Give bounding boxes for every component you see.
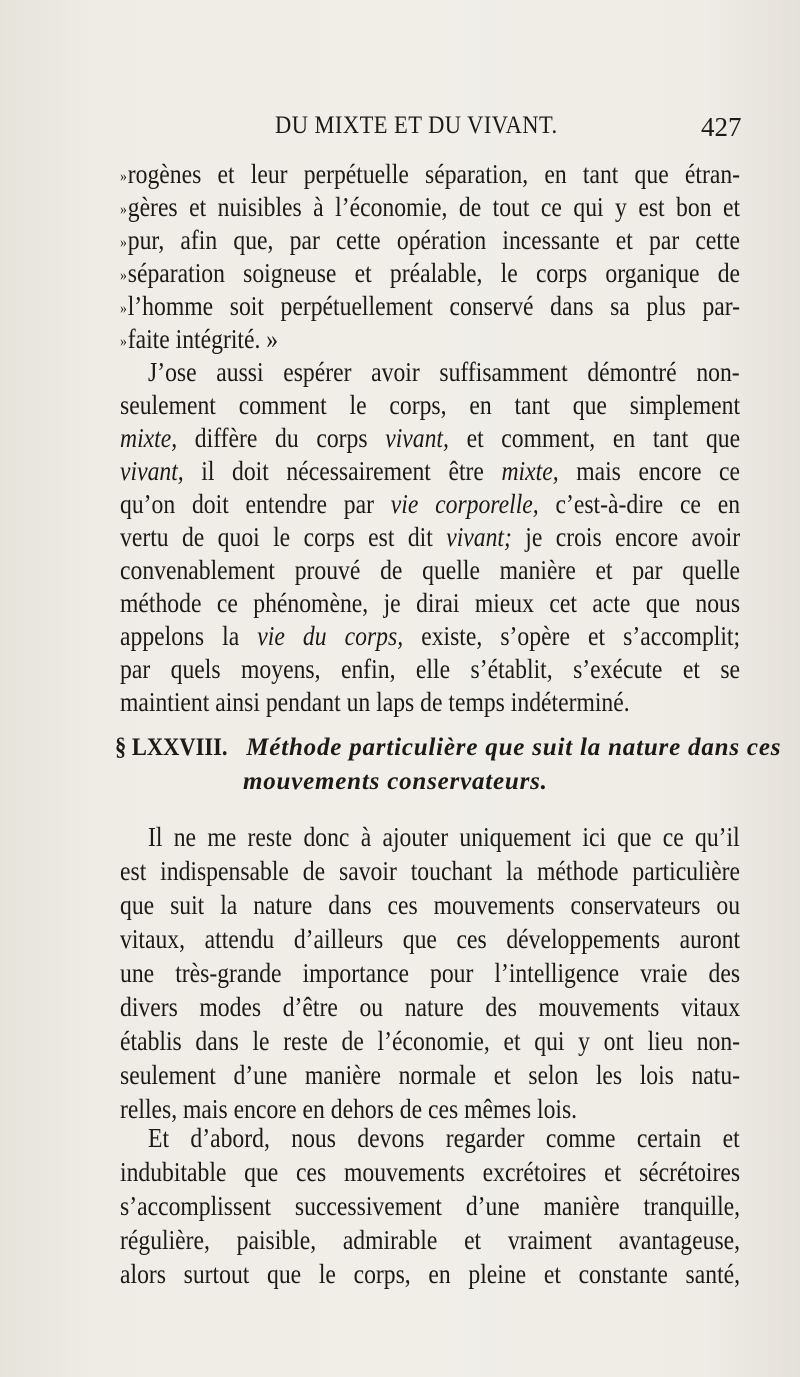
- paragraph-line: relles, mais encore en dehors de ces mêmes lois.: [120, 1093, 578, 1124]
- paragraph-line: méthode ce phénomène, je dirai mieux cet acte que nous: [120, 587, 741, 618]
- quote-line: »rogènes et leur perpétuelle séparation, en tant que étran-: [120, 158, 741, 189]
- paragraph-line: convenablement prouvé de quelle manière et par quelle: [120, 554, 741, 585]
- quote-line: »séparation soigneuse et préalable, le corps organique de: [120, 257, 741, 288]
- paragraph-line: J’ose aussi espérer avoir suffisamment démontré non-: [148, 356, 740, 387]
- quote-line: »gères et nuisibles à l’économie, de tout ce qui y est bon et: [120, 191, 741, 222]
- quote-line: »faite intégrité. »: [120, 323, 279, 354]
- paragraph-line: divers modes d’être ou nature des mouvements vitaux: [120, 991, 741, 1022]
- paragraph-line: Et d’abord, nous devons regarder comme certain et: [148, 1122, 740, 1153]
- paragraph-line: indubitable que ces mouvements excrétoires et sécrétoires: [120, 1156, 741, 1187]
- page-header: [0, 112, 800, 148]
- section-title: Méthode particulière que suit la nature dans ces: [246, 734, 782, 761]
- paragraph-line: seulement comment le corps, en tant que simplement: [120, 389, 741, 420]
- paragraph-line: vertu de quoi le corps est dit vivant; je crois encore avoir: [120, 521, 741, 552]
- paragraph-line: Il ne me reste donc à ajouter uniquement ici que ce qu’il: [148, 821, 740, 852]
- paragraph-line: maintient ainsi pendant un laps de temps indéterminé.: [120, 686, 630, 717]
- paragraph-line: est indispensable de savoir touchant la méthode particulière: [120, 855, 741, 886]
- paragraph-line: appelons la vie du corps, existe, s’opère et s’accomplit;: [120, 620, 741, 651]
- section-number: § LXXVIII.: [115, 734, 228, 761]
- paragraph-line: par quels moyens, enfin, elle s’établit, s’exécute et se: [120, 653, 741, 684]
- paragraph-line: qu’on doit entendre par vie corporelle, c’est-à-dire ce en: [120, 488, 741, 519]
- paragraph-line: une très-grande importance pour l’intelligence vraie des: [120, 957, 741, 988]
- quote-line: »l’homme soit perpétuellement conservé dans sa plus par-: [120, 290, 741, 321]
- paragraph-line: alors surtout que le corps, en pleine et constante santé,: [120, 1258, 741, 1289]
- paragraph-line: seulement d’une manière normale et selon les lois natu-: [120, 1059, 741, 1090]
- paragraph-line: s’accomplissent successivement d’une manière tranquille,: [120, 1190, 741, 1221]
- paragraph-line: que suit la nature dans ces mouvements conservateurs ou: [120, 889, 741, 920]
- paragraph-line: vivant, il doit nécessairement être mixte, mais encore ce: [120, 455, 741, 486]
- section-title-continued: mouvements conservateurs.: [243, 768, 548, 795]
- page-number: 427: [701, 112, 742, 142]
- paragraph-line: régulière, paisible, admirable et vraiment avantageuse,: [120, 1224, 741, 1255]
- quote-line: »pur, afin que, par cette opération incessante et par cette: [120, 224, 741, 255]
- paragraph-line: vitaux, attendu d’ailleurs que ces développements auront: [120, 923, 741, 954]
- running-title: DU MIXTE ET DU VIVANT.: [275, 112, 558, 139]
- paragraph-line: mixte, diffère du corps vivant, et comment, en tant que: [120, 422, 741, 453]
- paragraph-line: établis dans le reste de l’économie, et qui y ont lieu non-: [120, 1025, 741, 1056]
